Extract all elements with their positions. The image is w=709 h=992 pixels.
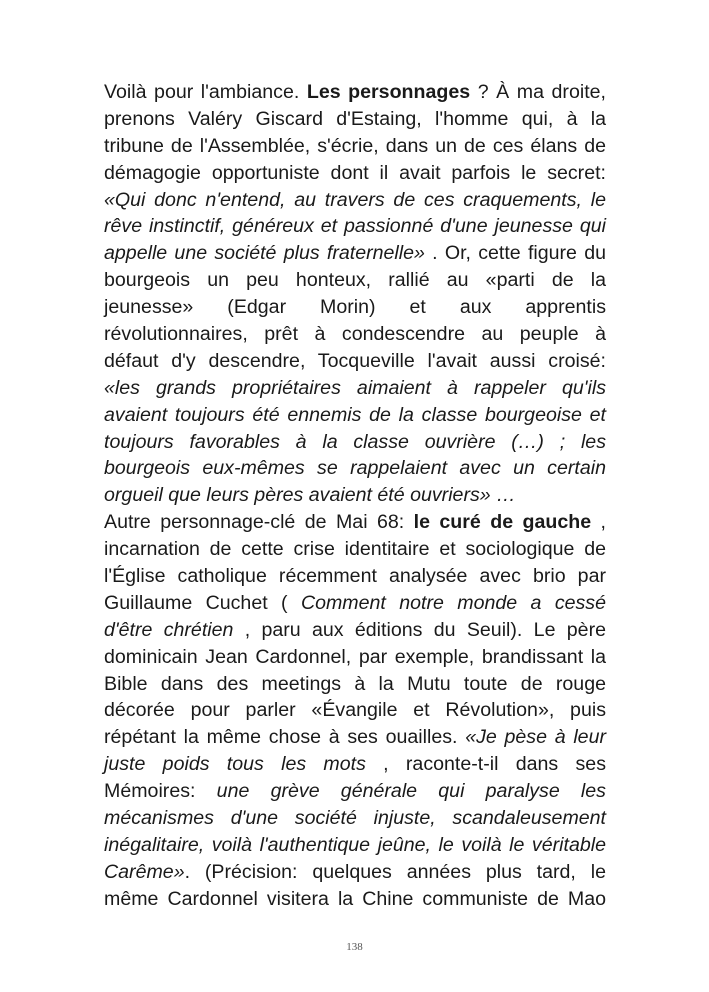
quote-line: bourgeois eux-mêmes se rappelaient avec un certain xyxy=(104,457,606,480)
quote-line: toujours favorables à la classe ouvrière (…) ; les xyxy=(104,430,606,453)
quote-line: mécanismes d'une société injuste, scandaleusement xyxy=(104,807,606,830)
text-line: Voilà pour l'ambiance. Les personnages ? À ma droite, xyxy=(104,81,606,103)
text-line: prenons Valéry Giscard d'Estaing, l'homme qui, à la xyxy=(104,107,606,130)
text-line: démagogie opportuniste dont il avait parfois le secret: xyxy=(104,161,606,184)
text-line: jeunesse» (Edgar Morin) et aux apprentis xyxy=(104,296,606,319)
text-line: même Cardonnel visitera la Chine communiste de Mao xyxy=(104,887,606,910)
text-line: incarnation de cette crise identitaire et sociologique de xyxy=(104,538,606,561)
text-line: dominicain Jean Cardonnel, par exemple, brandissant la xyxy=(104,645,606,668)
quote-line: rêve instinctif, généreux et passionné d'une jeunesse qui xyxy=(104,215,606,238)
bold-term: le curé de gauche xyxy=(413,511,592,534)
page-number: 138 xyxy=(346,941,363,953)
text-line: Carême». (Précision: quelques années plus tard, le xyxy=(104,860,606,883)
quote-line: «Qui donc n'entend, au travers de ces craquements, le xyxy=(104,188,606,211)
text-line: Bible dans des meetings à la Mutu toute de rouge xyxy=(104,672,606,695)
text-line: Mémoires: une grève générale qui paralyse les xyxy=(104,780,606,803)
quote-line: inégalitaire, voilà l'authentique jeûne, le voilà le véritable xyxy=(104,833,606,856)
text-line: décorée pour parler «Évangile et Révolution», puis xyxy=(104,699,606,722)
text-line: Guillaume Cuchet ( Comment notre monde a cessé xyxy=(104,591,606,614)
text-line: tribune de l'Assemblée, s'écrie, dans un de ces élans de xyxy=(104,134,606,157)
quote-line: avaient toujours été ennemis de la classe bourgeoise et xyxy=(104,403,606,426)
quote-line: «les grands propriétaires aimaient à rappeler qu'ils xyxy=(104,376,606,399)
text-line: Autre personnage-clé de Mai 68: le curé de gauche , xyxy=(104,511,606,534)
quote-line: orgueil que leurs pères avaient été ouvriers» … xyxy=(104,484,516,507)
text-line: appelle une société plus fraternelle» . Or, cette figure du xyxy=(104,242,606,265)
book-title: Comment notre monde a cessé xyxy=(300,591,606,614)
text-line: juste poids tous les mots , raconte-t-il dans ses xyxy=(104,753,606,776)
book-title: d'être chrétien xyxy=(104,618,234,641)
text-line: l'Église catholique récemment analysée avec brio par xyxy=(104,565,606,588)
text-line: répétant la même chose à ses ouailles. «Je pèse à leur xyxy=(104,726,606,749)
text-line: d'être chrétien , paru aux éditions du Seuil). Le père xyxy=(104,618,606,641)
bold-term: Les personnages xyxy=(306,81,471,103)
text-line: défaut d'y descendre, Tocqueville l'avait aussi croisé: xyxy=(104,349,606,372)
body-text xyxy=(104,79,606,913)
text-line: révolutionnaires, prêt à condescendre au peuple à xyxy=(104,323,606,346)
text-line: bourgeois un peu honteux, rallié au «parti de la xyxy=(104,269,606,292)
